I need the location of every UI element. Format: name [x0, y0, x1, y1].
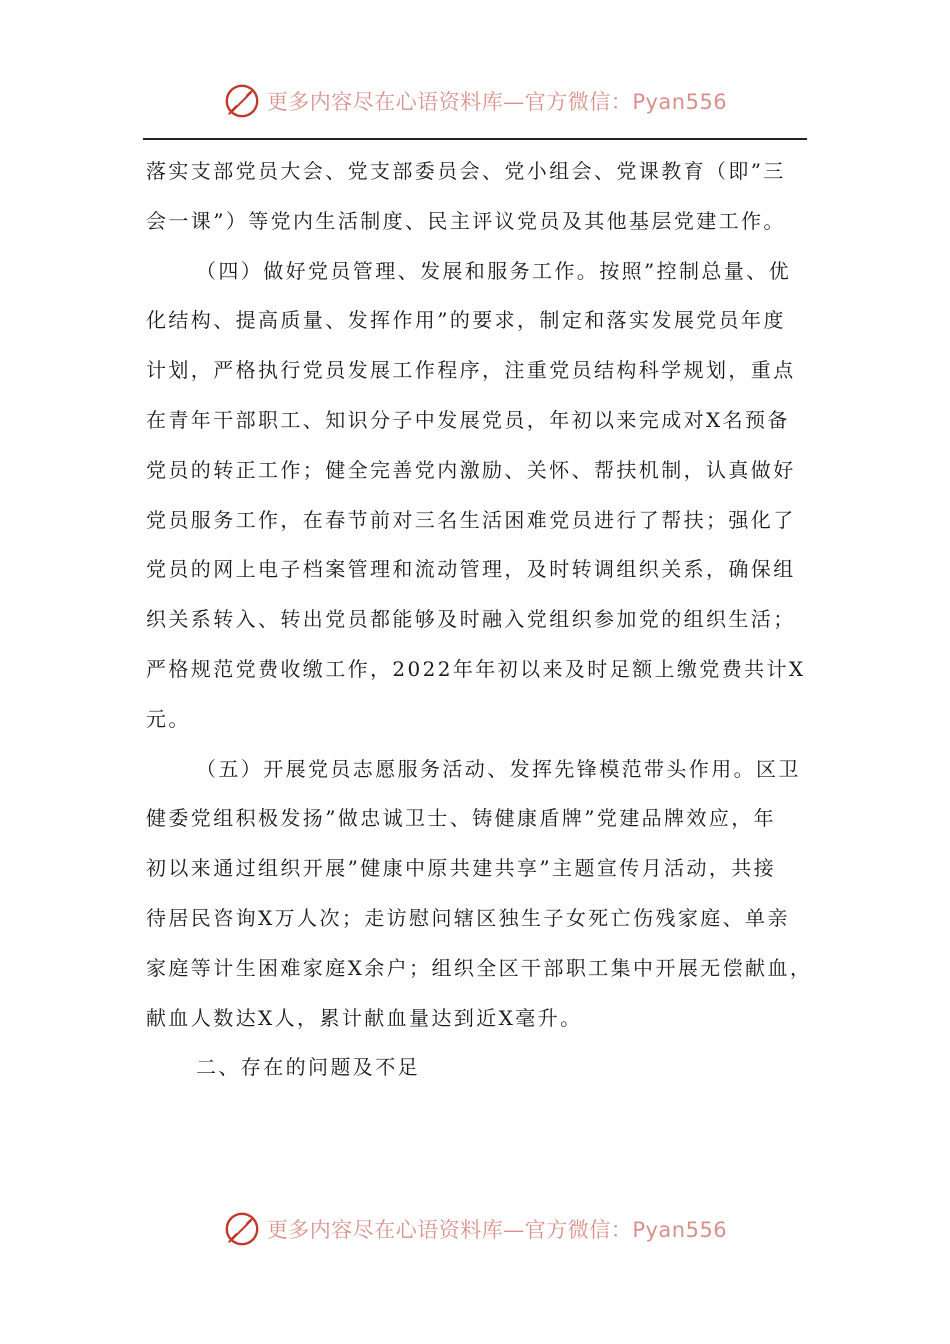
section-heading: 二、存在的问题及不足 — [196, 1055, 420, 1080]
header-wechat-id: Pyan556 — [632, 90, 728, 114]
text-line: 织关系转入、转出党员都能够及时融入党组织参加党的组织生活； — [146, 607, 796, 632]
text-line: 待居民咨询X万人次；走访慰问辖区独生子女死亡伤残家庭、单亲 — [146, 905, 790, 930]
text-line: 落实支部党员大会、党支部委员会、党小组会、党课教育（即”三 — [146, 159, 786, 183]
quill-logo-icon — [223, 82, 261, 120]
text-line: 初以来通过组织开展”健康中原共建共享”主题宣传月活动，共接 — [146, 856, 777, 881]
text-line: 家庭等计生困难家庭X余户；组织全区干部职工集中开展无偿献血， — [146, 955, 813, 980]
header-rule — [143, 138, 807, 140]
text-line: 计划，严格执行党员发展工作程序，注重党员结构科学规划，重点 — [146, 358, 796, 383]
header-banner — [0, 82, 950, 120]
text-line: 党员服务工作，在春节前对三名生活困难党员进行了帮扶；强化了 — [146, 507, 796, 532]
text-line: 健委党组积极发扬”做忠诚卫士、铸健康盾牌”党建品牌效应，年 — [146, 806, 777, 831]
text-line: 党员的转正工作；健全完善党内激励、关怀、帮扶机制，认真做好 — [146, 457, 796, 482]
paragraph-heading-4: （四）做好党员管理、发展和服务工作。按照”控制总量、优 — [196, 258, 792, 283]
footer-banner — [0, 1210, 950, 1248]
text-line: 会一课”）等党内生活制度、民主评议党员及其他基层党建工作。 — [146, 208, 786, 233]
text-line: 元。 — [146, 706, 191, 731]
paragraph-heading-5: （五）开展党员志愿服务活动、发挥先锋模范带头作用。区卫 — [196, 756, 801, 781]
quill-logo-icon — [223, 1210, 261, 1248]
text-line: 党员的网上电子档案管理和流动管理，及时转调组织关系，确保组 — [146, 557, 796, 582]
document-body — [146, 147, 813, 1093]
text-line: 在青年干部职工、知识分子中发展党员，年初以来完成对X名预备 — [146, 407, 790, 432]
text-line: 严格规范党费收缴工作，2022年年初以来及时足额上缴党费共计X — [146, 656, 806, 681]
header-banner-text: 更多内容尽在心语资料库—官方微信：Pyan556 — [266, 90, 728, 114]
footer-wechat-id: Pyan556 — [632, 1218, 728, 1242]
text-line: 献血人数达X人，累计献血量达到近X毫升。 — [146, 1005, 583, 1030]
text-line: 化结构、提高质量、发挥作用”的要求，制定和落实发展党员年度 — [146, 308, 786, 333]
footer-banner-text: 更多内容尽在心语资料库—官方微信：Pyan556 — [266, 1218, 728, 1242]
